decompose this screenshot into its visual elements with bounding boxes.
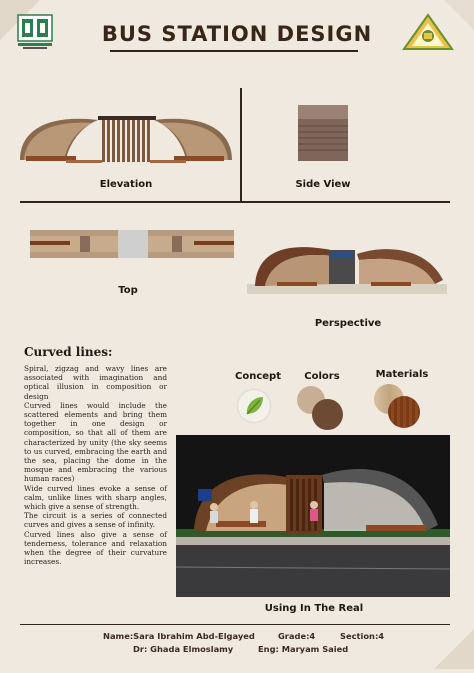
paragraph-1: Spiral, zigzag and wavy lines are associated with imagination and optical illusion in composition or design xyxy=(24,364,167,401)
doctor-name: Dr: Ghada Elmoslamy xyxy=(133,644,234,654)
page-title: BUS STATION DESIGN xyxy=(101,22,373,46)
concept-leaf-icon xyxy=(238,390,270,422)
paragraph-4: The circuit is a series of connected curves and gives a sense of infinity. xyxy=(24,511,167,530)
curved-lines-body xyxy=(24,364,167,566)
curved-lines-heading: Curved lines: xyxy=(24,345,113,359)
colors-label: Colors xyxy=(304,371,340,382)
color-swatch-dark xyxy=(312,399,343,430)
engineer-name: Eng: Maryam Saied xyxy=(258,644,349,654)
real-image-caption: Using In The Real xyxy=(264,603,364,614)
horizontal-divider xyxy=(20,201,450,203)
paragraph-3: Wide curved lines evoke a sense of calm, unlike lines with sharp angles, which give a sense of strength. xyxy=(24,483,167,512)
elevation-label: Elevation xyxy=(99,179,153,190)
emblem-logo xyxy=(402,13,454,51)
side-view-drawing xyxy=(297,104,349,162)
perspective-drawing xyxy=(247,240,449,298)
side-view-label: Side View xyxy=(295,179,351,190)
elevation-drawing xyxy=(18,110,234,170)
footer-divider xyxy=(20,624,450,625)
grade: Grade:4 xyxy=(278,631,316,641)
top-label: Top xyxy=(118,285,138,296)
perspective-label: Perspective xyxy=(314,318,382,329)
top-view-drawing xyxy=(30,226,234,262)
section: Section:4 xyxy=(340,631,385,641)
title-underline xyxy=(110,50,358,52)
paragraph-5: Curved lines also give a sense of tenderness, tolerance and relaxation when the degree of their curvature increases. xyxy=(24,529,167,567)
real-scene-image xyxy=(176,435,450,597)
concept-label: Concept xyxy=(235,371,281,382)
material-swatch-dark-wood xyxy=(388,396,420,428)
student-name: Name:Sara Ibrahim Abd-Elgayed xyxy=(103,631,255,641)
materials-label: Materials xyxy=(375,369,429,380)
paragraph-2: Curved lines would include the scattered elements and bring them together in one design or composition, so that all of them are characterized by unity (the sky seems to us curved, embracing the earth and the sea, placing the dome in the mosque and embracing the various human races) xyxy=(24,400,167,484)
vertical-divider xyxy=(240,88,242,201)
